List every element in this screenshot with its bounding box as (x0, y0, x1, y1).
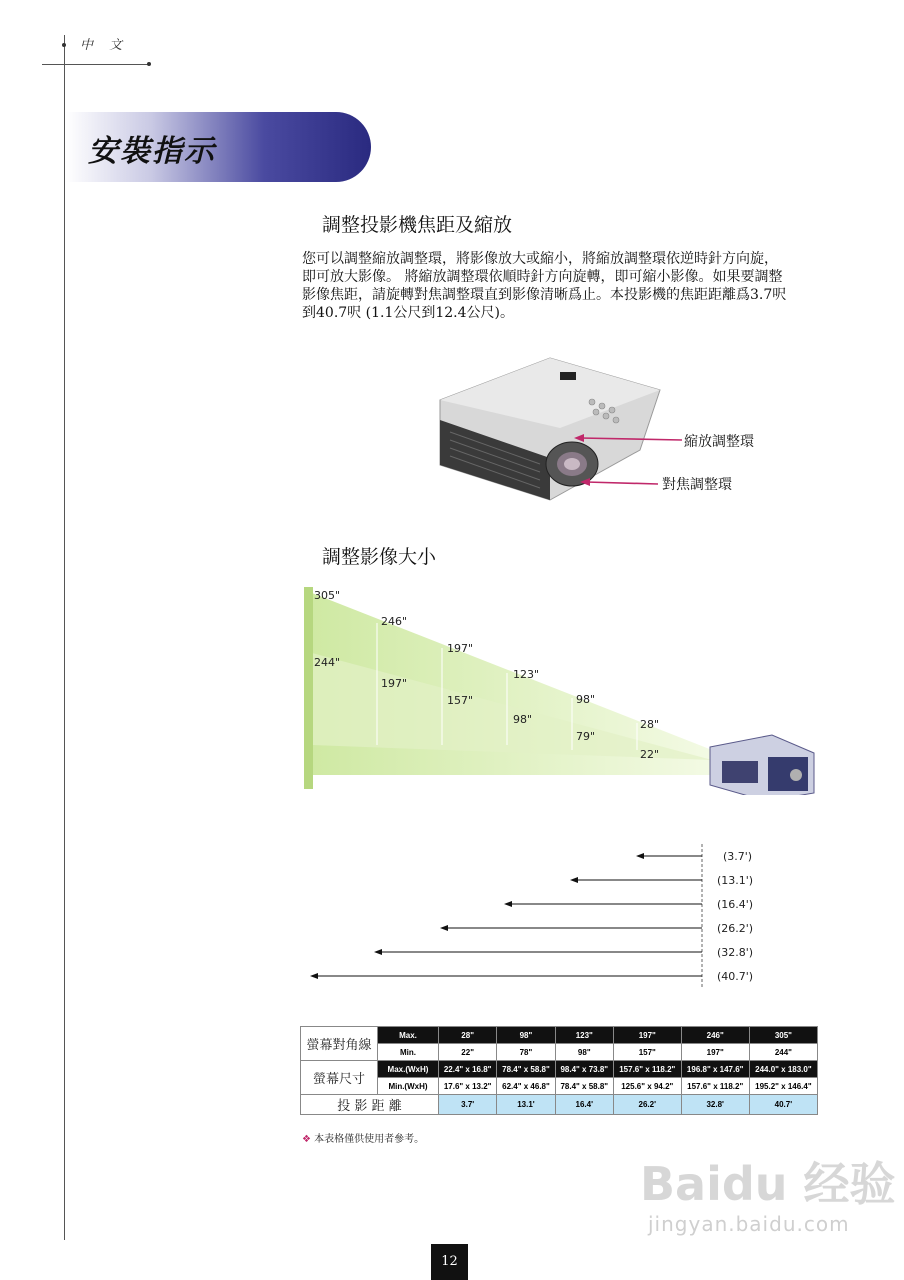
table-cell: 197" (613, 1027, 681, 1044)
table-row (301, 1095, 818, 1115)
projection-diagram (302, 585, 822, 795)
table-cell: 157.6" x 118.2" (681, 1078, 749, 1095)
table-cell: 22" (439, 1044, 497, 1061)
table-cell: 13.1' (497, 1095, 555, 1115)
paragraph-line: 您可以調整縮放調整環，將影像放大或縮小，將縮放調整環依逆時針方向旋， (302, 251, 778, 267)
table-cell: 98" (497, 1027, 555, 1044)
distance-label: (40.7') (717, 970, 754, 983)
footnote-text: 本表格僅供使用者參考。 (314, 1134, 425, 1145)
table-cell: 78.4" x 58.8" (555, 1078, 613, 1095)
watermark-logo: Baidu 经验 (640, 1157, 896, 1211)
sub-header: Max. (378, 1027, 439, 1044)
zoom-ring-label: 縮放調整環 (684, 434, 754, 450)
distance-label: (13.1') (717, 874, 754, 887)
table-cell: 78" (497, 1044, 555, 1061)
min-label: 79" (576, 730, 596, 743)
table-cell: 98.4" x 73.8" (555, 1061, 613, 1078)
min-label: 197" (381, 677, 408, 690)
row-header-distance: 投 影 距 離 (301, 1095, 439, 1115)
table-cell: 17.6" x 13.2" (439, 1078, 497, 1095)
zoom-paragraph (302, 250, 814, 322)
table-cell: 32.8' (681, 1095, 749, 1115)
min-label: 98" (513, 713, 533, 726)
margin-horizontal-rule (42, 64, 150, 65)
row-header-diagonal: 螢幕對角線 (301, 1027, 378, 1061)
table-cell: 22.4" x 16.8" (439, 1061, 497, 1078)
table-row (301, 1078, 818, 1095)
distance-label: (32.8') (717, 946, 754, 959)
sub-header: Max.(WxH) (378, 1061, 439, 1078)
distance-label: (3.7') (723, 850, 753, 863)
paragraph-line: 影像焦距，請旋轉對焦調整環直到影像清晰爲止。本投影機的焦距距離爲3.7呎 (302, 287, 787, 303)
table-cell: 62.4" x 46.8" (497, 1078, 555, 1095)
min-label: 157" (447, 694, 474, 707)
size-heading: 調整影像大小 (322, 546, 437, 568)
table-cell: 3.7' (439, 1095, 497, 1115)
table-cell: 98" (555, 1044, 613, 1061)
page-number: 12 (431, 1244, 468, 1280)
distance-arrows (300, 840, 720, 990)
margin-vertical-rule (64, 35, 65, 1240)
max-label: 197" (447, 642, 474, 655)
language-label: 中 文 (80, 38, 129, 53)
table-cell: 244.0" x 183.0" (749, 1061, 817, 1078)
rule-dot (62, 43, 66, 47)
distance-label: (26.2') (717, 922, 754, 935)
watermark-url: jingyan.baidu.com (648, 1212, 850, 1236)
table-row (301, 1061, 818, 1078)
zoom-heading: 調整投影機焦距及縮放 (322, 214, 513, 236)
sub-header: Min.(WxH) (378, 1078, 439, 1095)
projection-table (300, 1026, 818, 1115)
paragraph-line: 到40.7呎 (1.1公尺到12.4公尺)。 (302, 305, 514, 321)
table-row (301, 1044, 818, 1061)
paragraph-line: 即可放大影像。 將縮放調整環依順時針方向旋轉，即可縮小影像。如果要調整 (302, 269, 783, 285)
table-cell: 78.4" x 58.8" (497, 1061, 555, 1078)
diamond-bullet-icon: ❖ (302, 1134, 311, 1145)
max-label: 123" (513, 668, 540, 681)
rule-dot (147, 62, 151, 66)
table-cell: 16.4' (555, 1095, 613, 1115)
max-label: 305" (314, 589, 341, 602)
table-cell: 195.2" x 146.4" (749, 1078, 817, 1095)
max-label: 98" (576, 693, 596, 706)
table-cell: 196.8" x 147.6" (681, 1061, 749, 1078)
table-cell: 197" (681, 1044, 749, 1061)
distance-label: (16.4') (717, 898, 754, 911)
table-cell: 157.6" x 118.2" (613, 1061, 681, 1078)
focus-ring-label: 對焦調整環 (662, 477, 732, 493)
table-row (301, 1027, 818, 1044)
table-cell: 305" (749, 1027, 817, 1044)
table-cell: 125.6" x 94.2" (613, 1078, 681, 1095)
footnote (302, 1130, 424, 1145)
row-header-size: 螢幕尺寸 (301, 1061, 378, 1095)
max-label: 28" (640, 718, 660, 731)
max-label: 246" (381, 615, 408, 628)
table-cell: 28" (439, 1027, 497, 1044)
min-label: 22" (640, 748, 660, 761)
section-title: 安裝指示 (88, 134, 216, 169)
min-label: 244" (314, 656, 341, 669)
sub-header: Min. (378, 1044, 439, 1061)
table-cell: 246" (681, 1027, 749, 1044)
table-cell: 157" (613, 1044, 681, 1061)
table-cell: 123" (555, 1027, 613, 1044)
table-cell: 244" (749, 1044, 817, 1061)
table-cell: 26.2' (613, 1095, 681, 1115)
table-cell: 40.7' (749, 1095, 817, 1115)
